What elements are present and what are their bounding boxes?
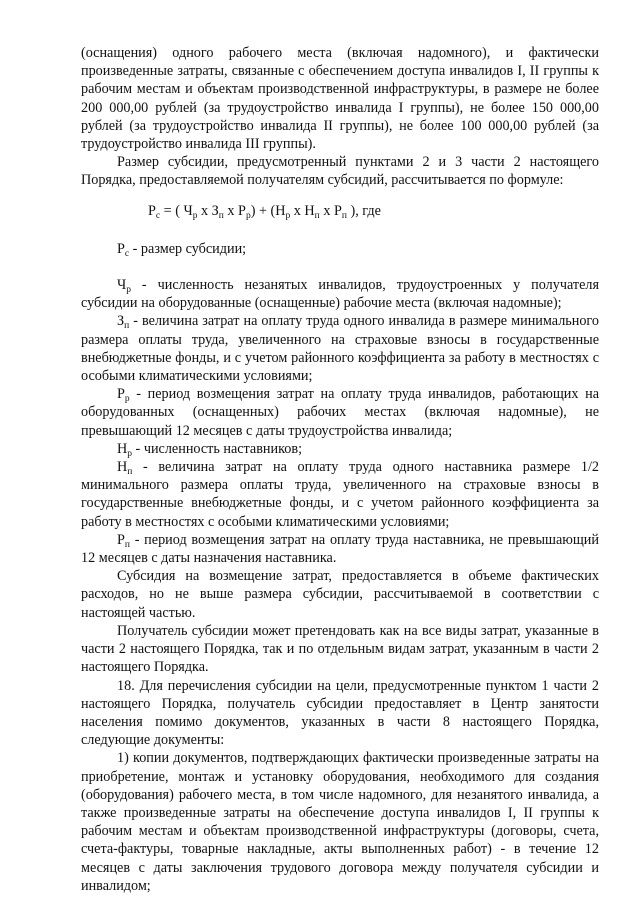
subsidy-formula: $Р_с$ = ( $Ч_р$ х $З_п$ х $Р_р) + (Н_р$ х $Н_п$ х $Р_п$ ), где bbox=[148, 202, 381, 221]
definition-nr: $Н_р$ - численность наставников; bbox=[117, 440, 303, 459]
paragraph-cost-types: Получатель субсидии может претендовать как на все виды затрат, указанные в части 2 настоящего Порядка, так и по отдельным видам затрат, указанным в части 2 настоящего Порядка. bbox=[81, 622, 599, 676]
definition-zp: $З_п$ - величина затрат на оплату труда одного инвалида в размере минимального размера оплаты труда, увеличенного на страховые взносы в государственные внебюджетные фонды, и с учетом районного коэффициента за работу в местностях с особыми климатическими условиями; bbox=[81, 313, 599, 385]
paragraph-subitem-1: 1) копии документов, подтверждающих фактически произведенные затраты на приобретение, монтаж и установку оборудования, необходимого для создания (оборудования) рабочего места, в том числе надомного, для незанятого инвалида, а также произведенные затраты на обеспечение доступа инвалидов I, II группы к рабочим местам и объектам производственной инфраструктуры (договоры, счета, счета-фактуры, товарные накладные, акты выполненных работ) - в течение 12 месяцев с даты заключения трудового договора между получателя субсидии и инвалидом; bbox=[81, 750, 599, 894]
paragraph-subsidy-size: Размер субсидии, предусмотренный пунктами 2 и 3 части 2 настоящего Порядка, предоставляемой получателям субсидий, рассчитывается по формуле: bbox=[81, 154, 599, 189]
definition-np: $Н_п$ - величина затрат на оплату труда одного наставника размере 1/2 минимального размера оплаты труда, увеличенного на страховые взносы в государственные внебюджетные фонды, и с учетом районного коэффициента за работу в местностях с особыми климатическими условиями; bbox=[81, 459, 599, 530]
paragraph-item-18: 18. Для перечисления субсидии на цели, предусмотренные пунктом 1 части 2 настоящего Порядка, получатель субсидии предоставляет в Центр занятости населения помимо документов, указанных в части 8 настоящего Порядка, следующие документы: bbox=[81, 677, 599, 749]
definition-rp: $Р_п$ - период возмещения затрат на оплату труда наставника, не превышающий 12 месяцев с даты назначения наставника. bbox=[81, 531, 599, 567]
paragraph-costs-limits: (оснащения) одного рабочего места (включая надомного), и фактически произведенные затраты, связанные с обеспечением доступа инвалидов I, II группы к рабочим местам и объектам производственной инфраструктуры, в размере не более 200 000,00 рублей (за трудоустройство инвалида I группы), не более 150 000,00 рублей (за трудоустройство инвалида II группы), не более 100 000,00 рублей (за трудоустройство инвалида III группы). bbox=[81, 45, 599, 153]
definition-rr: $Р_р$ - период возмещения затрат на оплату труда инвалидов, работающих на оборудованных (оснащенных) рабочих местах (включая надомные), не превышающий 12 месяцев с даты трудоустройства инвалида; bbox=[81, 386, 599, 439]
paragraph-reimbursement: Субсидия на возмещение затрат, предоставляется в объеме фактических расходов, но не выше размера субсидии, рассчитываемой в соответствии с настоящей частью. bbox=[81, 568, 599, 621]
definition-rc: $Р_с$ - размер субсидии; bbox=[117, 240, 247, 259]
definition-chr: $Ч_р$ - численность незанятых инвалидов, трудоустроенных у получателя субсидии на оборудованные (оснащенные) рабочие места (включая надомные); bbox=[81, 277, 599, 312]
